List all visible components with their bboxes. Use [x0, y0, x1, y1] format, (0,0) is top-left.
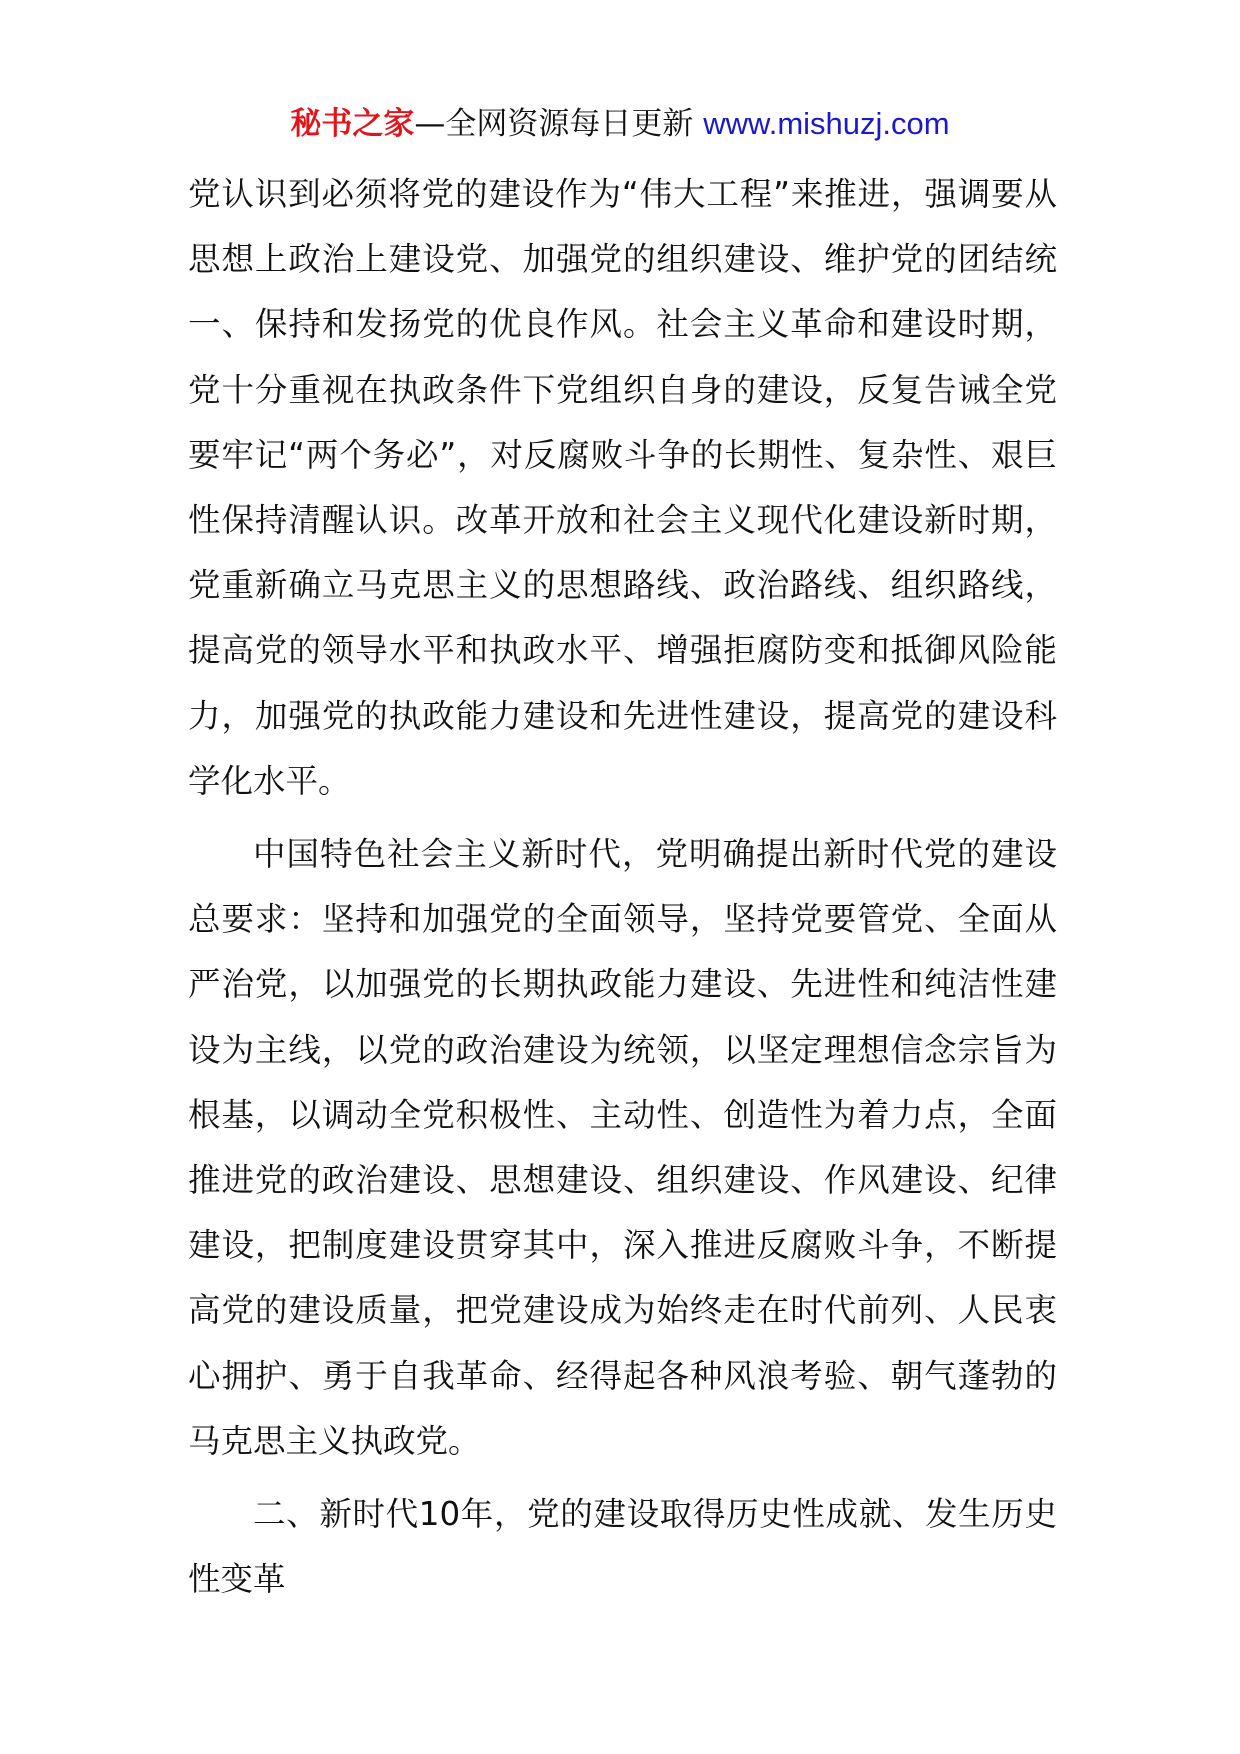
brand-name: 秘书之家	[290, 106, 415, 142]
header-tagline: —全网资源每日更新	[414, 106, 704, 142]
paragraph-continuation: 党认识到必须将党的建设作为“伟大工程”来推进，强调要从思想上政治上建设党、加强党的组织建设、维护党的团结统一、保持和发扬党的优良作风。社会主义革命和建设时期，党十分重视在执政条件下党组织自身的建设，反复告诫全党要牢记“两个务必”，对反腐败斗争的长期性、复杂性、艰巨性保持清醒认识。改革开放和社会主义现代化建设新时期，党重新确立马克思主义的思想路线、政治路线、组织路线，提高党的领导水平和执政水平、增强拒腐防变和抵御风险能力，加强党的执政能力建设和先进性建设，提高党的建设科学化水平。	[188, 175, 1057, 800]
section-heading: 二、新时代10年，党的建设取得历史性成就、发生历史性变革	[188, 1495, 1057, 1599]
website-link[interactable]: www.mishuzj.com	[703, 106, 950, 141]
document-body	[188, 162, 1057, 1612]
page-header	[0, 100, 1240, 148]
paragraph-new-era: 中国特色社会主义新时代，党明确提出新时代党的建设总要求：坚持和加强党的全面领导，坚持党要管党、全面从严治党，以加强党的长期执政能力建设、先进性和纯洁性建设为主线，以党的政治建设为统领，以坚定理想信念宗旨为根基，以调动全党积极性、主动性、创造性为着力点，全面推进党的政治建设、思想建设、组织建设、作风建设、纪律建设，把制度建设贯穿其中，深入推进反腐败斗争，不断提高党的建设质量，把党建设成为始终走在时代前列、人民衷心拥护、勇于自我革命、经得起各种风浪考验、朝气蓬勃的马克思主义执政党。	[188, 835, 1057, 1460]
